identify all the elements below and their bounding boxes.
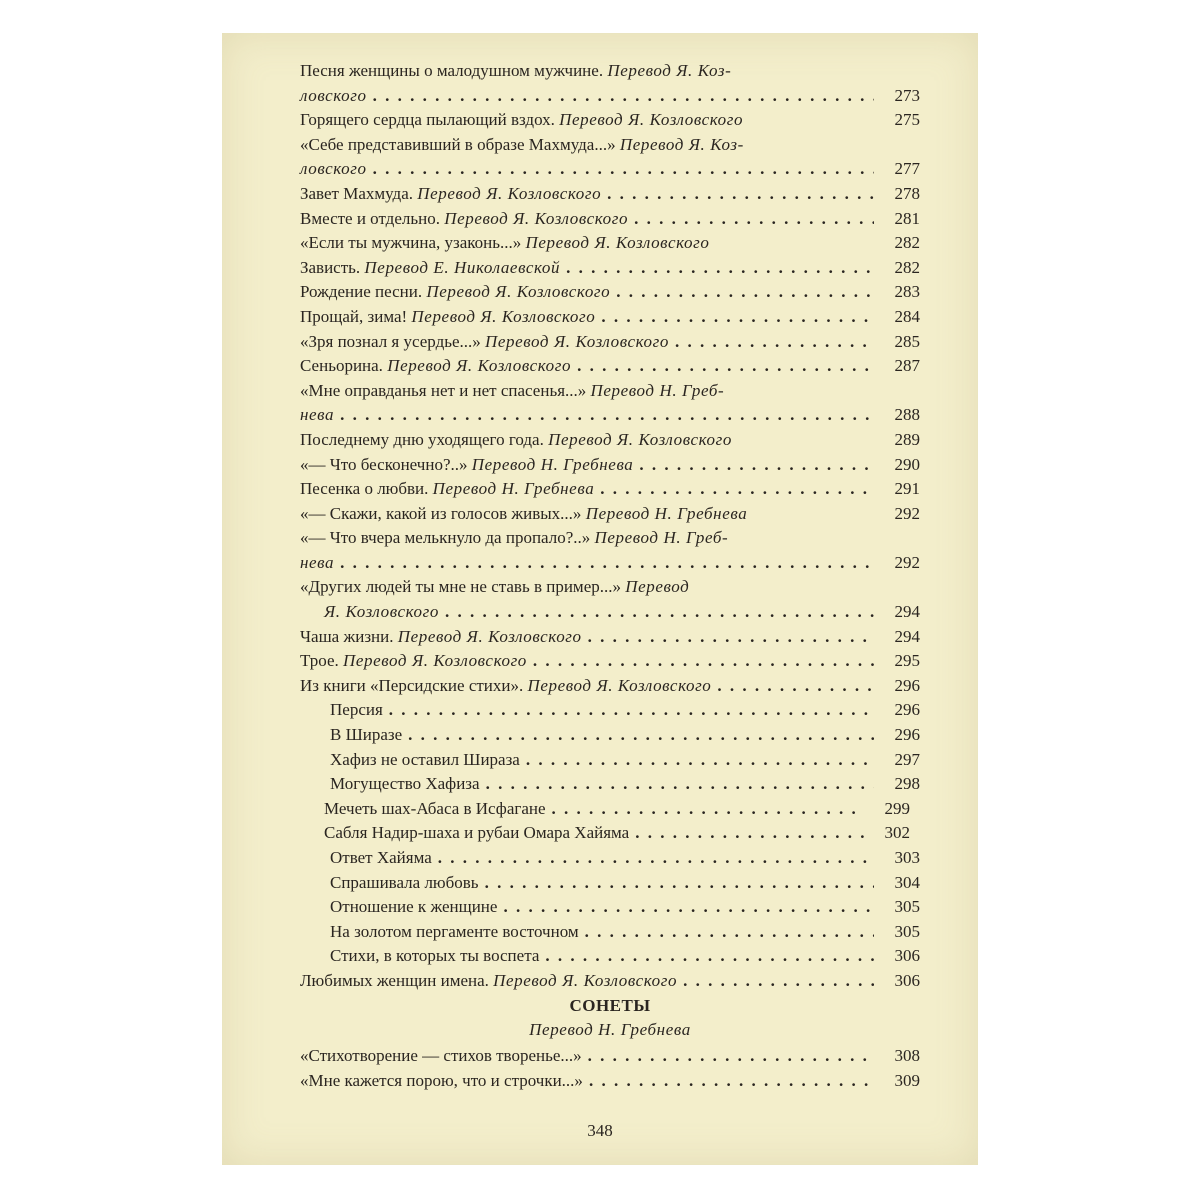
entry-page: 284 [894, 306, 920, 326]
toc-entry [300, 231, 920, 256]
toc-subentry [300, 871, 920, 896]
entry-page: 289 [894, 429, 920, 449]
entry-page: 290 [894, 454, 920, 474]
dot-leader [616, 280, 874, 305]
entry-title: Завет Махмуда. [300, 183, 414, 203]
dot-leader [675, 330, 874, 355]
dot-leader [589, 1069, 874, 1094]
dot-leader [634, 207, 874, 232]
entry-translator: Перевод Я. Козловского [493, 970, 678, 990]
toc-subentry [300, 895, 920, 920]
toc-entry [300, 1044, 920, 1069]
entry-title: Песенка о любви. [300, 479, 429, 499]
entry-title: Могущество Хафиза [330, 774, 480, 794]
toc-entry [300, 280, 920, 305]
entry-title: «Себе представивший в образе Махмуда...» [300, 134, 616, 154]
toc-entry [300, 207, 920, 232]
entry-title: Прощай, зима! [300, 306, 408, 326]
entry-page: 292 [894, 503, 920, 523]
entry-title: Отношение к женщине [330, 897, 498, 917]
entry-title: Любимых женщин имена. [300, 970, 489, 990]
entry-page: 296 [894, 700, 920, 720]
dot-leader [639, 453, 874, 478]
table-of-contents [300, 59, 920, 1093]
entry-title: «Мне кажется порою, что и строчки...» [300, 1070, 583, 1090]
toc-entry [300, 969, 920, 994]
entry-translator: Перевод Я. Козловского [426, 282, 611, 302]
dot-leader [601, 305, 874, 330]
entry-title: Ответ Хайяма [330, 848, 432, 867]
dot-leader [503, 895, 874, 920]
entry-translator: Перевод Н. Греб- [590, 380, 725, 400]
entry-translator: Перевод Я. Козловского [548, 429, 732, 449]
entry-title: Последнему дню уходящего года. [300, 429, 544, 449]
entry-title: «Зря познал я усердье...» [300, 331, 481, 351]
entry-title: «— Скажи, какой из голосов живых...» [300, 503, 582, 523]
toc-entry [300, 379, 920, 404]
entry-page: 299 [884, 798, 910, 818]
entry-translator: Перевод Я. Козловского [387, 356, 572, 376]
toc-subentry [300, 698, 920, 723]
entry-title: Чаша жизни. [300, 626, 394, 646]
dot-leader [445, 600, 874, 625]
toc-entry-cont [300, 84, 920, 109]
entry-title: Из книги «Персидские стихи». [300, 675, 524, 695]
entry-title: Стихи, в которых ты воспета [330, 946, 540, 966]
entry-translator: Перевод Я. Козловского [485, 331, 669, 351]
toc-entry [300, 182, 920, 207]
entry-translator: Перевод Я. Коз- [607, 61, 732, 80]
toc-entry [300, 453, 920, 478]
entry-title: «— Что вчера мелькнуло да пропало?..» [300, 528, 591, 548]
dot-leader [533, 649, 874, 674]
toc-entry [300, 133, 920, 158]
entry-page: 273 [894, 85, 920, 105]
entry-page: 294 [894, 626, 920, 646]
toc-subentry [300, 772, 920, 797]
entry-page: 303 [894, 848, 920, 867]
entry-title: «Мне оправданья нет и нет спасенья...» [300, 380, 587, 400]
entry-translator: Перевод Я. Козловского [525, 233, 710, 253]
toc-entry-cont [300, 600, 920, 625]
dot-leader [438, 846, 874, 871]
entry-translator-cont: ловского [300, 159, 367, 179]
entry-translator: Перевод Н. Гребнева [471, 454, 634, 474]
entry-page: 298 [894, 774, 920, 794]
toc-entry [300, 649, 920, 674]
entry-translator: Перевод Я. Козловского [411, 306, 596, 326]
dot-leader [577, 354, 874, 379]
entry-page: 309 [894, 1070, 920, 1090]
entry-translator: Перевод Н. Гребнева [585, 503, 748, 523]
entry-page: 305 [894, 921, 920, 941]
toc-entry [300, 625, 920, 650]
dot-leader [588, 625, 874, 650]
entry-translator: Перевод Е. Николаевской [364, 257, 561, 277]
entry-translator-cont: ловского [300, 85, 367, 105]
dot-leader [717, 674, 874, 699]
dot-leader [389, 698, 874, 723]
entry-title: Персия [330, 700, 383, 720]
toc-entry [300, 502, 920, 527]
entry-title: «Других людей ты мне не ставь в пример...» [300, 577, 621, 597]
dot-leader [373, 157, 874, 182]
toc-entry [300, 354, 920, 379]
entry-page: 275 [894, 110, 920, 130]
toc-subentry [300, 821, 910, 846]
section-translator: Перевод Н. Гребнева [529, 1020, 691, 1040]
entry-page: 291 [894, 479, 920, 499]
entry-translator: Перевод Н. Греб- [594, 528, 729, 548]
dot-leader [408, 723, 874, 748]
entry-translator: Перевод Я. Козловского [527, 675, 712, 695]
toc-entry [300, 1069, 920, 1094]
entry-title: Сеньорина. [300, 356, 383, 376]
entry-page: 304 [894, 872, 920, 892]
entry-page: 282 [894, 257, 920, 277]
entry-page: 277 [894, 159, 920, 179]
entry-page: 287 [894, 356, 920, 376]
entry-page: 296 [894, 675, 920, 695]
entry-page: 295 [894, 651, 920, 671]
entry-page: 308 [894, 1046, 920, 1066]
entry-page: 306 [894, 946, 920, 966]
entry-page: 297 [894, 749, 920, 769]
entry-translator: Перевод Я. Коз- [619, 134, 744, 154]
dot-leader [340, 551, 874, 576]
dot-leader [585, 920, 874, 945]
dot-leader [566, 256, 874, 281]
entry-page: 302 [884, 823, 910, 843]
entry-title: Мечеть шах-Абаса в Исфагане [324, 798, 546, 818]
toc-entry-cont [300, 157, 920, 182]
dot-leader [485, 871, 874, 896]
toc-entry [300, 674, 920, 699]
toc-subentry [300, 944, 920, 969]
entry-title: Песня женщины о малодушном мужчине. [300, 61, 604, 80]
toc-entry [300, 477, 920, 502]
entry-title: «— Что бесконечно?..» [300, 454, 468, 474]
entry-page: 283 [894, 282, 920, 302]
entry-title: Горящего сердца пылающий вздох. [300, 110, 555, 130]
entry-title: Сабля Надир-шаха и рубаи Омара Хайяма [324, 823, 630, 843]
entry-translator: Перевод Н. Гребнева [432, 479, 595, 499]
entry-page: 278 [894, 183, 920, 203]
entry-page: 306 [894, 970, 920, 990]
dot-leader [486, 772, 874, 797]
dot-leader [552, 797, 864, 822]
book-page [222, 33, 978, 1165]
entry-title: В Ширазе [330, 725, 403, 745]
entry-translator-cont: Я. Козловского [324, 602, 439, 622]
section-heading: СОНЕТЫ [569, 995, 651, 1015]
toc-subentry [300, 723, 920, 748]
entry-translator: Перевод Я. Козловского [444, 208, 629, 228]
entry-translator-cont: нева [300, 405, 335, 425]
entry-title: Хафиз не оставил Шираза [330, 749, 520, 769]
dot-leader [545, 944, 874, 969]
dot-leader [373, 84, 874, 109]
entry-title: Рождение песни. [300, 282, 423, 302]
entry-page: 282 [894, 233, 920, 253]
toc-entry [300, 330, 920, 355]
entry-title: «Если ты мужчина, узаконь...» [300, 233, 522, 253]
toc-subentry [300, 797, 910, 822]
toc-entry [300, 59, 920, 84]
entry-page: 305 [894, 897, 920, 917]
toc-entry [300, 256, 920, 281]
entry-page: 285 [894, 331, 920, 351]
entry-translator: Перевод Я. Козловского [343, 651, 527, 671]
entry-title: Спрашивала любовь [330, 872, 479, 892]
entry-page: 292 [894, 552, 920, 572]
toc-subentry [300, 846, 920, 871]
toc-entry [300, 575, 920, 600]
entry-page: 288 [894, 405, 920, 425]
toc-entry [300, 428, 920, 453]
dot-leader [526, 748, 874, 773]
dot-leader [635, 821, 864, 846]
entry-title: «Стихотворение — стихов творенье...» [300, 1046, 582, 1066]
entry-title: Трое. [300, 651, 339, 671]
entry-title: Зависть. [300, 257, 361, 277]
dot-leader [683, 969, 874, 994]
entry-translator: Перевод Я. Козловского [417, 183, 602, 203]
page-number: 348 [587, 1121, 613, 1140]
entry-page: 281 [894, 208, 920, 228]
dot-leader [600, 477, 874, 502]
toc-subentry [300, 748, 920, 773]
toc-entry-cont [300, 551, 920, 576]
toc-entry [300, 108, 920, 133]
entry-page: 294 [894, 602, 920, 622]
toc-subentry [300, 920, 920, 945]
entry-title: На золотом пергаменте восточном [330, 921, 579, 941]
dot-leader [588, 1044, 874, 1069]
entry-translator: Перевод [625, 577, 690, 597]
entry-title: Вместе и отдельно. [300, 208, 440, 228]
toc-entry-cont [300, 403, 920, 428]
toc-entry [300, 305, 920, 330]
entry-translator-cont: нева [300, 552, 335, 572]
dot-leader [340, 403, 874, 428]
toc-entry [300, 526, 920, 551]
entry-page: 296 [894, 725, 920, 745]
entry-translator: Перевод Я. Козловского [397, 626, 582, 646]
entry-translator: Перевод Я. Козловского [559, 110, 744, 130]
dot-leader [607, 182, 874, 207]
